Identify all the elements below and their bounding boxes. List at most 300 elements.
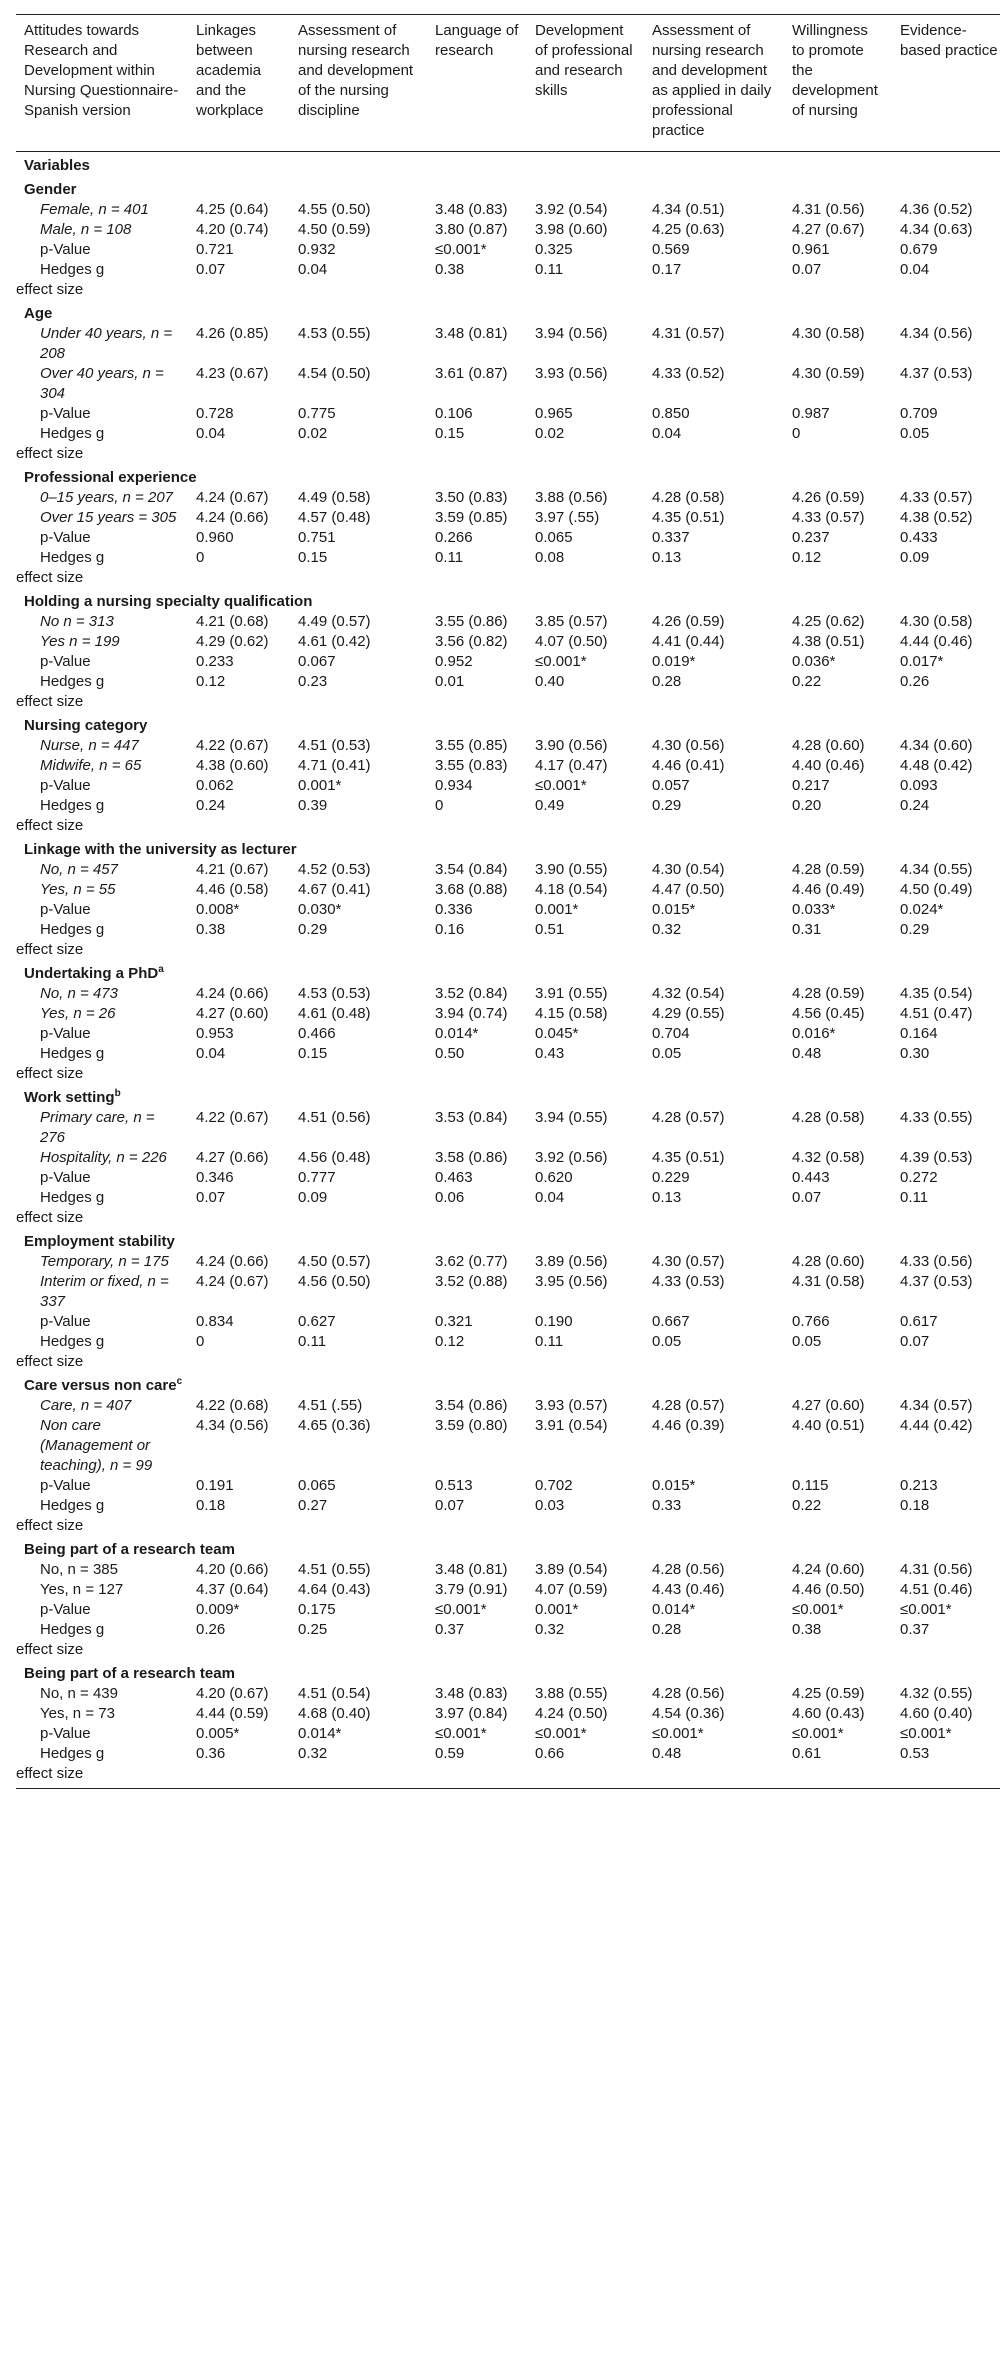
pvalue-cell: 0.679	[900, 241, 938, 258]
hedges-label	[16, 548, 188, 588]
table-cell: 4.37 (0.53)	[900, 365, 973, 382]
pvalue-label: p-Value	[40, 777, 91, 794]
table-cell: 3.53 (0.84)	[435, 1109, 508, 1126]
table-cell: 4.30 (0.57)	[652, 1253, 725, 1270]
header-cell: Assessment of nursing research and development of the nursing discipline	[290, 15, 427, 152]
table-cell: 4.32 (0.58)	[792, 1149, 865, 1166]
table-cell: 3.54 (0.84)	[435, 861, 508, 878]
table-cell: 4.54 (0.50)	[298, 365, 371, 382]
table-cell: 4.23 (0.67)	[196, 365, 269, 382]
hedges-label-line2: effect size	[16, 569, 84, 586]
table-row	[16, 860, 1000, 880]
pvalue-cell: 0.850	[652, 405, 690, 422]
table-cell: 4.44 (0.59)	[196, 1705, 269, 1722]
table-cell: 4.30 (0.54)	[652, 861, 725, 878]
group-label: No, n = 457	[40, 861, 118, 878]
pvalue-cell: 0.934	[435, 777, 473, 794]
hedges-cell: 0.51	[535, 921, 565, 938]
pvalue-cell: 0.001*	[298, 777, 342, 794]
footnote-marker: a	[158, 964, 164, 975]
table-row	[16, 1684, 1000, 1704]
table-cell: 4.33 (0.52)	[652, 365, 725, 382]
table-cell: 4.26 (0.59)	[652, 613, 725, 630]
table-row	[16, 1148, 1000, 1168]
pvalue-row	[16, 1476, 1000, 1496]
hedges-label	[16, 1744, 188, 1789]
hedges-cell: 0.04	[298, 261, 328, 278]
pvalue-cell: 0.213	[900, 1477, 938, 1494]
table-row	[16, 1704, 1000, 1724]
pvalue-cell: 0.766	[792, 1313, 830, 1330]
table-cell: 3.94 (0.55)	[535, 1109, 608, 1126]
table-cell: 3.58 (0.86)	[435, 1149, 508, 1166]
table-cell: 4.30 (0.58)	[900, 613, 973, 630]
pvalue-cell: 0.106	[435, 405, 473, 422]
table-cell: 4.30 (0.56)	[652, 737, 725, 754]
pvalue-cell: 0.065	[298, 1477, 336, 1494]
pvalue-cell: ≤0.001*	[652, 1725, 704, 1742]
hedges-label-line1: Hedges g	[40, 1497, 105, 1514]
header-cell: Assessment of nursing research and development as applied in daily professional practice	[644, 15, 784, 152]
table-cell: 4.53 (0.53)	[298, 985, 371, 1002]
hedges-cell: 0.04	[196, 425, 226, 442]
hedges-cell: 0.09	[900, 549, 930, 566]
pvalue-cell: 0.164	[900, 1025, 938, 1042]
pvalue-cell: 0.721	[196, 241, 234, 258]
hedges-label	[16, 796, 188, 836]
hedges-cell: 0.29	[298, 921, 328, 938]
section-heading-row	[16, 1536, 1000, 1560]
table-cell: 3.89 (0.54)	[535, 1561, 608, 1578]
table-cell: 3.62 (0.77)	[435, 1253, 508, 1270]
hedges-label-line1: Hedges g	[40, 1745, 105, 1762]
pvalue-label: p-Value	[40, 241, 91, 258]
table-cell: 4.40 (0.46)	[792, 757, 865, 774]
pvalue-cell: 0.093	[900, 777, 938, 794]
group-label: Yes n = 199	[40, 633, 120, 650]
table-cell: 4.20 (0.66)	[196, 1561, 269, 1578]
pvalue-cell: 0.617	[900, 1313, 938, 1330]
hedges-label-line2: effect size	[16, 941, 84, 958]
hedges-cell: 0.38	[792, 1621, 822, 1638]
hedges-row	[16, 1496, 1000, 1536]
hedges-cell: 0.09	[298, 1189, 328, 1206]
hedges-cell: 0.06	[435, 1189, 465, 1206]
hedges-cell: 0.13	[652, 1189, 682, 1206]
table-cell: 4.29 (0.55)	[652, 1005, 725, 1022]
table-cell: 4.20 (0.74)	[196, 221, 269, 238]
pvalue-label: p-Value	[40, 1169, 91, 1186]
table-row	[16, 1004, 1000, 1024]
pvalue-cell: 0.266	[435, 529, 473, 546]
pvalue-row	[16, 240, 1000, 260]
table-cell: 4.56 (0.45)	[792, 1005, 865, 1022]
table-cell: 4.34 (0.56)	[900, 325, 973, 342]
table-cell: 4.28 (0.60)	[792, 737, 865, 754]
hedges-cell: 0.36	[188, 1744, 290, 1789]
table-cell: 4.35 (0.51)	[652, 1149, 725, 1166]
group-label: Temporary, n = 175	[40, 1253, 169, 1270]
table-cell: 4.28 (0.57)	[652, 1397, 725, 1414]
hedges-cell: 0.11	[435, 549, 464, 566]
hedges-cell: 0.28	[652, 673, 682, 690]
table-cell: 3.94 (0.56)	[535, 325, 608, 342]
section-heading	[16, 1228, 1000, 1252]
table-cell: 4.24 (0.50)	[535, 1705, 608, 1722]
footnote-marker: b	[114, 1088, 121, 1099]
hedges-cell: 0.07	[196, 1189, 226, 1206]
pvalue-cell: 0.433	[900, 529, 938, 546]
hedges-label-line2: effect size	[16, 1765, 84, 1782]
table-cell: 4.51 (0.47)	[900, 1005, 973, 1022]
section-heading-row	[16, 464, 1000, 488]
table-cell: 4.25 (0.63)	[652, 221, 725, 238]
hedges-label	[16, 1496, 188, 1536]
table-cell: 4.28 (0.59)	[792, 861, 865, 878]
hedges-label-line1: Hedges g	[40, 1333, 105, 1350]
pvalue-cell: 0.336	[435, 901, 473, 918]
hedges-label-line1: Hedges g	[40, 673, 105, 690]
hedges-cell: 0.11	[900, 1189, 929, 1206]
table-cell: 4.61 (0.48)	[298, 1005, 371, 1022]
hedges-label-line2: effect size	[16, 817, 84, 834]
group-label: 0–15 years, n = 207	[40, 489, 174, 506]
hedges-label-line1: Hedges g	[40, 1189, 105, 1206]
table-cell: 4.25 (0.64)	[196, 201, 269, 218]
hedges-cell: 0.40	[535, 673, 565, 690]
table-cell: 3.90 (0.55)	[535, 861, 608, 878]
pvalue-cell: 0.062	[196, 777, 234, 794]
pvalue-cell: 0.057	[652, 777, 690, 794]
hedges-cell: 0.05	[900, 425, 930, 442]
hedges-cell: 0.37	[900, 1621, 930, 1638]
table-row	[16, 220, 1000, 240]
pvalue-cell: 0.024*	[900, 901, 944, 918]
hedges-cell: 0.33	[652, 1497, 682, 1514]
table-cell: 4.44 (0.42)	[900, 1417, 973, 1434]
group-label: Hospitality, n = 226	[40, 1149, 167, 1166]
table-cell: 4.33 (0.57)	[900, 489, 973, 506]
table-cell: 4.28 (0.56)	[652, 1561, 725, 1578]
hedges-cell: 0.02	[298, 425, 328, 442]
table-row	[16, 508, 1000, 528]
pvalue-label: p-Value	[40, 405, 91, 422]
table-cell: 4.30 (0.58)	[792, 325, 865, 342]
group-label: Primary care, n = 276	[40, 1109, 155, 1146]
table-cell: 4.65 (0.36)	[298, 1417, 371, 1434]
table-cell: 4.31 (0.57)	[652, 325, 725, 342]
hedges-cell: 0.26	[196, 1621, 226, 1638]
hedges-label	[16, 1620, 188, 1660]
table-row	[16, 1396, 1000, 1416]
section-title: Age	[24, 305, 53, 322]
table-cell: 3.88 (0.56)	[535, 489, 608, 506]
hedges-cell: 0.07	[196, 261, 226, 278]
table-cell: 4.34 (0.60)	[900, 737, 973, 754]
group-label: Care, n = 407	[40, 1397, 132, 1414]
hedges-cell: 0.04	[196, 1045, 226, 1062]
header-cell: Evidence-based practice	[892, 15, 1000, 152]
hedges-label-line2: effect size	[16, 445, 84, 462]
table-cell: 4.50 (0.49)	[900, 881, 973, 898]
pvalue-label: p-Value	[40, 901, 91, 918]
pvalue-label: p-Value	[40, 1477, 91, 1494]
pvalue-row	[16, 1024, 1000, 1044]
table-cell: 3.59 (0.80)	[435, 1417, 508, 1434]
group-label: Yes, n = 73	[40, 1705, 115, 1722]
pvalue-cell: 0.627	[298, 1313, 336, 1330]
section-heading-row	[16, 588, 1000, 612]
table-cell: 4.34 (0.55)	[900, 861, 973, 878]
table-cell: 3.55 (0.86)	[435, 613, 508, 630]
table-cell: 4.28 (0.56)	[652, 1685, 725, 1702]
table-cell: 4.31 (0.58)	[792, 1273, 865, 1290]
table-cell: 4.38 (0.60)	[196, 757, 269, 774]
table-cell: 4.51 (0.55)	[298, 1561, 371, 1578]
hedges-cell: 0.07	[792, 261, 822, 278]
pvalue-cell: 0.667	[652, 1313, 690, 1330]
pvalue-cell: 0.015*	[652, 1477, 696, 1494]
group-label: No, n = 473	[40, 985, 118, 1002]
hedges-cell: 0.26	[900, 673, 930, 690]
group-label: Midwife, n = 65	[40, 757, 142, 774]
hedges-cell: 0.16	[435, 921, 465, 938]
hedges-cell: 0.04	[652, 425, 682, 442]
hedges-cell: 0.17	[652, 261, 682, 278]
table-cell: 4.61 (0.42)	[298, 633, 371, 650]
table-cell: 4.54 (0.36)	[652, 1705, 725, 1722]
pvalue-cell: 0.272	[900, 1169, 938, 1186]
section-heading-row	[16, 712, 1000, 736]
table-cell: 3.92 (0.56)	[535, 1149, 608, 1166]
hedges-cell: 0.59	[427, 1744, 527, 1789]
section-title: Undertaking a PhD	[24, 965, 159, 982]
hedges-cell: 0.22	[792, 673, 822, 690]
table-cell: 4.49 (0.57)	[298, 613, 371, 630]
hedges-label-line2: effect size	[16, 281, 84, 298]
table-cell: 4.64 (0.43)	[298, 1581, 371, 1598]
hedges-label	[16, 672, 188, 712]
table-cell: 4.15 (0.58)	[535, 1005, 608, 1022]
hedges-cell: 0.39	[298, 797, 328, 814]
pvalue-cell: 0.466	[298, 1025, 336, 1042]
pvalue-cell: 0.014*	[435, 1025, 479, 1042]
hedges-cell: 0.02	[535, 425, 565, 442]
table-cell: 4.71 (0.41)	[298, 757, 371, 774]
table-cell: 4.32 (0.54)	[652, 985, 725, 1002]
hedges-cell: 0.48	[644, 1744, 784, 1789]
hedges-cell: 0.27	[298, 1497, 328, 1514]
table-cell: 4.24 (0.67)	[196, 489, 269, 506]
pvalue-cell: ≤0.001*	[792, 1725, 844, 1742]
hedges-cell: 0.05	[652, 1333, 682, 1350]
pvalue-cell: 0.115	[792, 1477, 829, 1494]
table-cell: 3.54 (0.86)	[435, 1397, 508, 1414]
hedges-cell: 0.12	[792, 549, 822, 566]
table-row	[16, 324, 1000, 364]
table-cell: 3.94 (0.74)	[435, 1005, 508, 1022]
pvalue-cell: 0.001*	[535, 1601, 579, 1618]
table-row	[16, 612, 1000, 632]
table-cell: 3.93 (0.56)	[535, 365, 608, 382]
pvalue-cell: 0.014*	[652, 1601, 696, 1618]
pvalue-cell: 0.030*	[298, 901, 342, 918]
table-cell: 4.35 (0.51)	[652, 509, 725, 526]
table-cell: 4.41 (0.44)	[652, 633, 725, 650]
pvalue-cell: 0.463	[435, 1169, 473, 1186]
pvalue-cell: 0.702	[535, 1477, 573, 1494]
pvalue-cell: 0.960	[196, 529, 234, 546]
table-cell: 3.91 (0.54)	[535, 1417, 608, 1434]
table-cell: 4.21 (0.68)	[196, 613, 269, 630]
hedges-cell: 0.31	[792, 921, 822, 938]
table-cell: 4.28 (0.59)	[792, 985, 865, 1002]
section-title: Being part of a research team	[24, 1665, 235, 1682]
pvalue-cell: 0.346	[196, 1169, 234, 1186]
table-cell: 4.46 (0.39)	[652, 1417, 725, 1434]
table-cell: 4.34 (0.57)	[900, 1397, 973, 1414]
table-cell: 3.59 (0.85)	[435, 509, 508, 526]
table-cell: 4.60 (0.40)	[900, 1705, 973, 1722]
hedges-cell: 0.03	[535, 1497, 565, 1514]
pvalue-cell: 0.005*	[196, 1725, 240, 1742]
table-row	[16, 1560, 1000, 1580]
section-heading	[16, 1536, 1000, 1560]
hedges-cell: 0.20	[792, 797, 822, 814]
section-heading	[16, 960, 1000, 984]
pvalue-cell: 0.237	[792, 529, 830, 546]
pvalue-cell: ≤0.001*	[900, 1725, 952, 1742]
table-cell: 4.36 (0.52)	[900, 201, 973, 218]
hedges-label-line2: effect size	[16, 693, 84, 710]
table-cell: 3.55 (0.83)	[435, 757, 508, 774]
pvalue-label: p-Value	[40, 529, 91, 546]
group-label: Yes, n = 26	[40, 1005, 116, 1022]
hedges-cell: 0.15	[298, 1045, 328, 1062]
pvalue-row	[16, 900, 1000, 920]
table-cell: 4.07 (0.50)	[535, 633, 608, 650]
table-cell: 4.27 (0.66)	[196, 1149, 269, 1166]
section-title: Professional experience	[24, 469, 197, 486]
table-cell: 4.46 (0.58)	[196, 881, 269, 898]
hedges-cell: 0.11	[535, 1333, 564, 1350]
section-heading	[16, 300, 1000, 324]
section-title: Gender	[24, 181, 77, 198]
pvalue-cell: 0.961	[792, 241, 830, 258]
hedges-cell: 0.15	[435, 425, 465, 442]
hedges-label-line1: Hedges g	[40, 425, 105, 442]
hedges-cell: 0.12	[196, 673, 226, 690]
hedges-cell: 0.05	[652, 1045, 682, 1062]
group-label: Female, n = 401	[40, 201, 149, 218]
table-cell: 4.56 (0.48)	[298, 1149, 371, 1166]
group-label: Under 40 years, n = 208	[40, 325, 173, 362]
table-cell: 3.95 (0.56)	[535, 1273, 608, 1290]
group-label: No, n = 385	[40, 1561, 118, 1578]
hedges-cell: 0.18	[196, 1497, 226, 1514]
pvalue-cell: 0.751	[298, 529, 336, 546]
hedges-label-line1: Hedges g	[40, 1045, 105, 1062]
table-cell: 4.46 (0.41)	[652, 757, 725, 774]
table-cell: 3.52 (0.84)	[435, 985, 508, 1002]
section-heading-row	[16, 836, 1000, 860]
table-cell: 4.26 (0.85)	[196, 325, 269, 342]
table-cell: 4.31 (0.56)	[792, 201, 865, 218]
table-cell: 3.48 (0.81)	[435, 1561, 508, 1578]
hedges-row	[16, 796, 1000, 836]
section-heading	[16, 836, 1000, 860]
table-cell: 4.48 (0.42)	[900, 757, 973, 774]
hedges-cell: 0.61	[784, 1744, 892, 1789]
section-title: Care versus non care	[24, 1377, 177, 1394]
table-cell: 4.43 (0.46)	[652, 1581, 725, 1598]
pvalue-cell: 0.620	[535, 1169, 573, 1186]
pvalue-cell: ≤0.001*	[900, 1601, 952, 1618]
pvalue-cell: 0.009*	[196, 1601, 240, 1618]
hedges-cell: 0	[196, 549, 205, 566]
table-cell: 4.07 (0.59)	[535, 1581, 608, 1598]
table-cell: 4.29 (0.62)	[196, 633, 269, 650]
table-cell: 4.27 (0.60)	[196, 1005, 269, 1022]
group-label: Yes, n = 127	[40, 1581, 124, 1598]
pvalue-cell: 0.008*	[196, 901, 240, 918]
group-label: Over 15 years = 305	[40, 509, 177, 526]
hedges-label-line2: effect size	[16, 1353, 84, 1370]
hedges-row	[16, 1188, 1000, 1228]
pvalue-cell: 0.321	[435, 1313, 473, 1330]
pvalue-cell: 0.001*	[535, 901, 579, 918]
table-cell: 4.27 (0.60)	[792, 1397, 865, 1414]
section-title: Nursing category	[24, 717, 148, 734]
table-cell: 4.27 (0.67)	[792, 221, 865, 238]
hedges-cell: 0.24	[900, 797, 930, 814]
hedges-cell: 0.43	[535, 1045, 565, 1062]
table-cell: 4.25 (0.62)	[792, 613, 865, 630]
table-cell: 4.30 (0.59)	[792, 365, 865, 382]
table-cell: 3.89 (0.56)	[535, 1253, 608, 1270]
hedges-label-line2: effect size	[16, 1517, 84, 1534]
pvalue-label: p-Value	[40, 1601, 91, 1618]
hedges-cell: 0.30	[900, 1045, 930, 1062]
pvalue-cell: 0.834	[196, 1313, 234, 1330]
hedges-cell: 0.38	[196, 921, 226, 938]
hedges-label	[16, 424, 188, 464]
pvalue-cell: ≤0.001*	[535, 1725, 587, 1742]
table-cell: 4.50 (0.57)	[298, 1253, 371, 1270]
hedges-label	[16, 260, 188, 300]
table-cell: 4.28 (0.57)	[652, 1109, 725, 1126]
table-row	[16, 736, 1000, 756]
hedges-row	[16, 1744, 1000, 1789]
table-cell: 4.51 (.55)	[298, 1397, 363, 1414]
pvalue-cell: 0.190	[535, 1313, 573, 1330]
hedges-label-line1: Hedges g	[40, 261, 105, 278]
table-row	[16, 200, 1000, 220]
hedges-label-line1: Hedges g	[40, 1621, 105, 1638]
hedges-cell: 0.15	[298, 549, 328, 566]
table-cell: 4.51 (0.56)	[298, 1109, 371, 1126]
pvalue-cell: 0.033*	[792, 901, 836, 918]
hedges-cell: 0.28	[652, 1621, 682, 1638]
hedges-cell: 0.11	[298, 1333, 327, 1350]
hedges-label	[16, 920, 188, 960]
table-cell: 3.50 (0.83)	[435, 489, 508, 506]
pvalue-cell: 0.775	[298, 405, 336, 422]
pvalue-cell: 0.704	[652, 1025, 690, 1042]
hedges-cell: 0.13	[652, 549, 682, 566]
table-cell: 4.34 (0.51)	[652, 201, 725, 218]
pvalue-cell: 0.569	[652, 241, 690, 258]
